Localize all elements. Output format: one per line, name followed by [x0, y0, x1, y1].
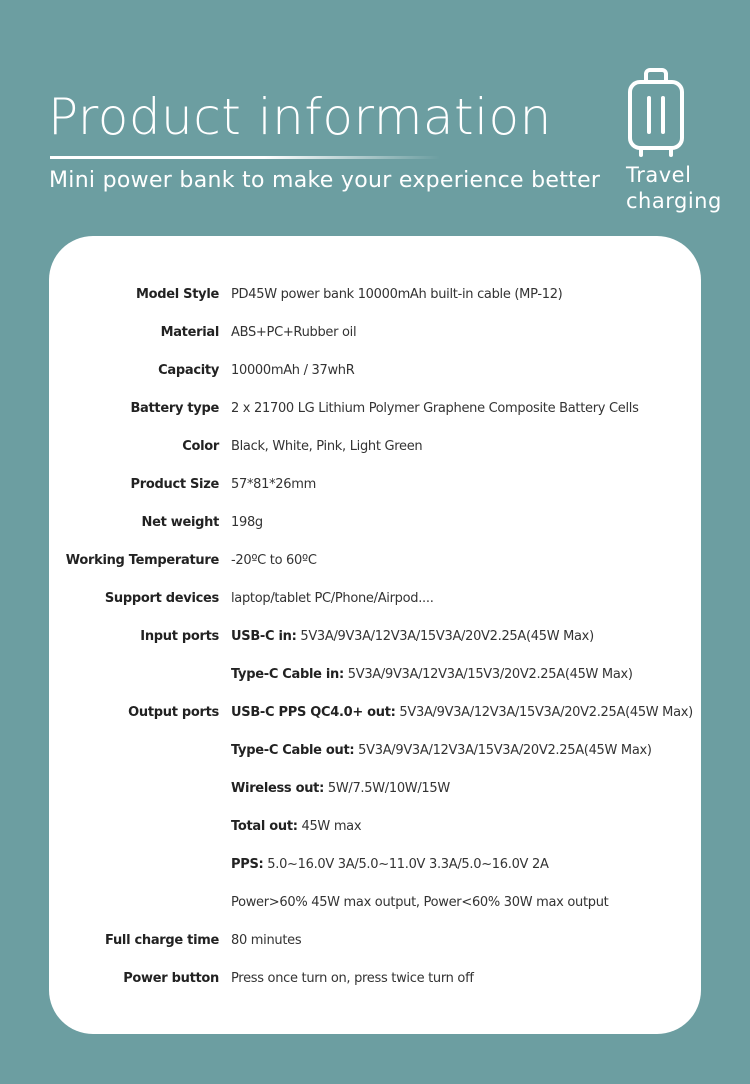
spec-label: Support devices — [104, 590, 219, 606]
spec-row — [49, 617, 701, 655]
spec-row — [49, 275, 701, 313]
spec-value — [231, 287, 562, 302]
spec-value-text: 80 minutes — [231, 932, 302, 948]
spec-table — [49, 275, 701, 997]
spec-label: Output ports — [128, 704, 219, 720]
spec-value — [231, 553, 317, 568]
spec-value-text: 57*81*26mm — [231, 476, 316, 492]
spec-value — [231, 971, 474, 986]
spec-label: Model Style — [136, 286, 219, 302]
spec-label: Input ports — [140, 628, 219, 644]
spec-row — [49, 731, 701, 769]
spec-label: Color — [182, 438, 219, 454]
spec-value-text: 10000mAh / 37whR — [231, 362, 355, 378]
spec-value-text: Black, White, Pink, Light Green — [231, 438, 423, 454]
spec-value-text: Power>60% 45W max output, Power<60% 30W max output — [231, 894, 609, 910]
spec-row — [49, 845, 701, 883]
spec-value-text: 2 x 21700 LG Lithium Polymer Graphene Composite Battery Cells — [231, 400, 639, 416]
spec-label: Capacity — [158, 362, 219, 378]
spec-value — [231, 477, 316, 492]
spec-value — [231, 781, 450, 796]
travel-charging-badge — [626, 162, 722, 214]
spec-row — [49, 351, 701, 389]
spec-value — [231, 629, 594, 644]
badge-line-1: Travel — [626, 163, 692, 187]
spec-label: Power button — [123, 970, 219, 986]
spec-value — [231, 325, 356, 340]
badge-line-2: charging — [626, 189, 722, 213]
spec-label: Full charge time — [105, 932, 219, 948]
spec-value — [231, 705, 693, 720]
spec-row — [49, 465, 701, 503]
spec-row — [49, 807, 701, 845]
spec-value-prefix: PPS: — [231, 856, 264, 872]
spec-row — [49, 883, 701, 921]
spec-value — [231, 667, 633, 682]
spec-row — [49, 541, 701, 579]
spec-value — [231, 857, 549, 872]
spec-label: Battery type — [130, 400, 219, 416]
spec-value — [231, 439, 422, 454]
spec-value-text: ABS+PC+Rubber oil — [231, 324, 357, 340]
spec-value-text: 5V3A/9V3A/12V3A/15V3A/20V2.25A(45W Max) — [358, 742, 652, 758]
spec-value — [231, 363, 354, 378]
spec-value-prefix: Type-C Cable out: — [231, 742, 355, 758]
spec-row — [49, 959, 701, 997]
spec-value-prefix: USB-C in: — [231, 628, 297, 644]
page-subtitle: Mini power bank to make your experience better — [49, 168, 601, 193]
spec-value — [231, 933, 301, 948]
spec-value-text: 5.0~16.0V 3A/5.0~11.0V 3.3A/5.0~16.0V 2A — [267, 856, 549, 872]
spec-value-prefix: Total out: — [231, 818, 298, 834]
page-title: Product information — [48, 88, 552, 146]
spec-value — [231, 401, 639, 416]
spec-value-prefix: Wireless out: — [231, 780, 324, 796]
spec-label: Material — [160, 324, 219, 340]
spec-value-text: 198g — [231, 514, 263, 530]
spec-row — [49, 389, 701, 427]
title-underline — [50, 156, 440, 159]
spec-row — [49, 503, 701, 541]
luggage-icon — [624, 66, 688, 162]
spec-value — [231, 819, 361, 834]
spec-value — [231, 591, 434, 606]
spec-value-text: -20ºC to 60ºC — [231, 552, 317, 568]
spec-row — [49, 693, 701, 731]
spec-row — [49, 313, 701, 351]
spec-value — [231, 515, 263, 530]
spec-value-text: Press once turn on, press twice turn off — [231, 970, 474, 986]
spec-value-text: 5W/7.5W/10W/15W — [327, 780, 450, 796]
spec-value-text: 5V3A/9V3A/12V3A/15V3A/20V2.25A(45W Max) — [399, 704, 693, 720]
spec-value-text: 5V3A/9V3A/12V3A/15V3A/20V2.25A(45W Max) — [300, 628, 594, 644]
spec-row — [49, 921, 701, 959]
spec-value-prefix: Type-C Cable in: — [231, 666, 344, 682]
spec-value-text: 45W max — [301, 818, 362, 834]
spec-value-prefix: USB-C PPS QC4.0+ out: — [231, 704, 396, 720]
spec-label: Working Temperature — [65, 552, 219, 568]
spec-label: Net weight — [141, 514, 219, 530]
spec-row — [49, 579, 701, 617]
spec-label: Product Size — [130, 476, 219, 492]
spec-value-text: 5V3A/9V3A/12V3A/15V3/20V2.25A(45W Max) — [347, 666, 633, 682]
spec-row — [49, 427, 701, 465]
spec-value — [231, 895, 608, 910]
spec-row — [49, 655, 701, 693]
spec-value-text: PD45W power bank 10000mAh built-in cable (MP-12) — [231, 286, 563, 302]
spec-value-text: laptop/tablet PC/Phone/Airpod.... — [231, 590, 434, 606]
spec-row — [49, 769, 701, 807]
spec-value — [231, 743, 652, 758]
